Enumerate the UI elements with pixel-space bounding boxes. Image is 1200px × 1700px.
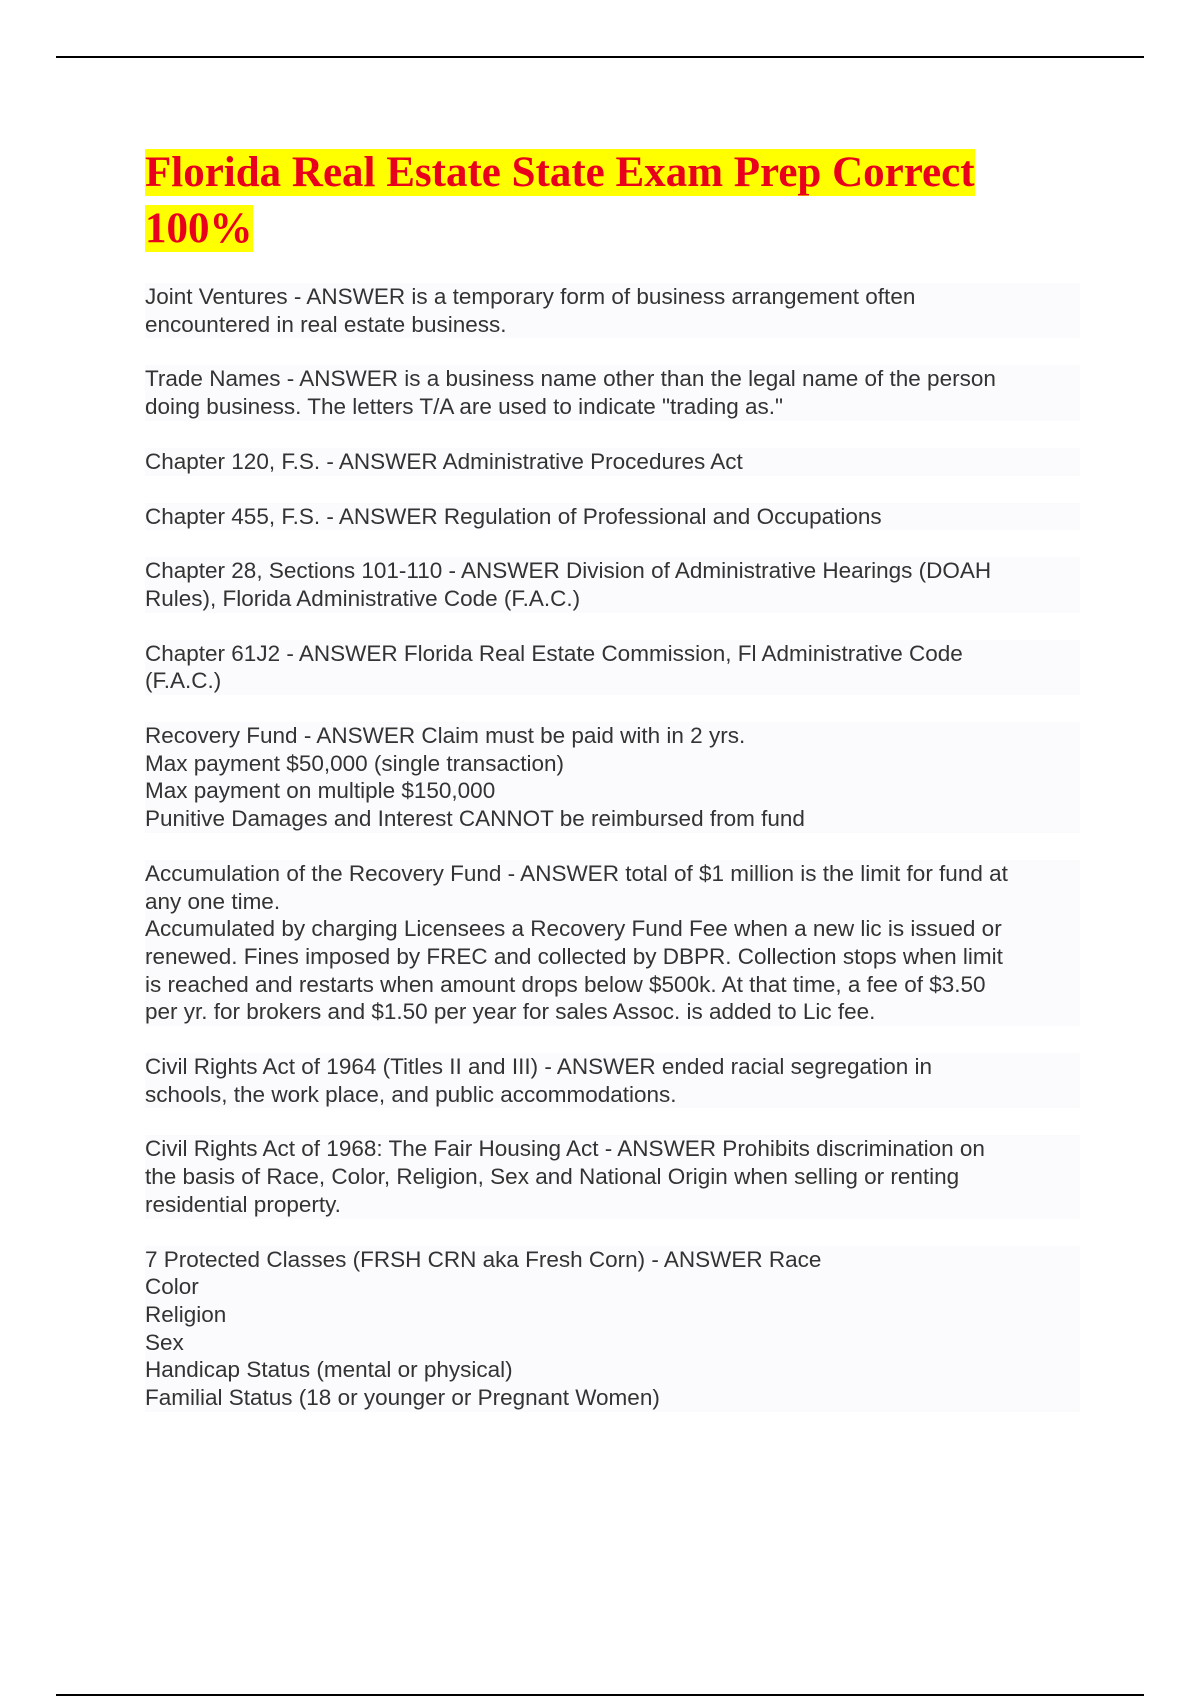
qa-entry-line: is reached and restarts when amount drops below $500k. At that time, a fee of $3.50	[145, 971, 986, 997]
qa-entry-line: Max payment on multiple $150,000	[145, 778, 496, 804]
qa-entry-text	[145, 1135, 1080, 1218]
qa-entry-line: Punitive Damages and Interest CANNOT be reimbursed from fund	[145, 806, 805, 832]
document-body	[145, 145, 1080, 1412]
qa-entry	[145, 722, 1080, 833]
qa-entry-line: the basis of Race, Color, Religion, Sex and National Origin when selling or renting	[145, 1164, 960, 1190]
qa-entry-text	[145, 503, 1080, 531]
qa-entry	[145, 1135, 1080, 1218]
qa-entry-text	[145, 1246, 1080, 1412]
qa-entry-line: Max payment $50,000 (single transaction)	[145, 750, 564, 776]
qa-entry-line: any one time.	[145, 888, 281, 914]
qa-entry-line: 7 Protected Classes (FRSH CRN aka Fresh Corn) - ANSWER Race	[145, 1246, 822, 1272]
qa-entry-text	[145, 722, 1080, 833]
qa-entry-line: Religion	[145, 1301, 227, 1327]
qa-entry-line: encountered in real estate business.	[145, 311, 507, 337]
document-title	[145, 145, 1080, 257]
qa-entry-line: Joint Ventures - ANSWER is a temporary form of business arrangement often	[145, 284, 916, 309]
footer-rule	[56, 1694, 1144, 1696]
qa-entry-line: renewed. Fines imposed by FREC and collected by DBPR. Collection stops when limit	[145, 943, 1003, 969]
qa-entry-line: per yr. for brokers and $1.50 per year for sales Assoc. is added to Lic fee.	[145, 999, 876, 1025]
qa-entry	[145, 448, 1080, 476]
title-line-2: 100%	[145, 205, 253, 252]
qa-entry	[145, 365, 1080, 420]
qa-entry	[145, 503, 1080, 531]
title-line-1: Florida Real Estate State Exam Prep Correct	[145, 149, 975, 196]
qa-entry-line: (F.A.C.)	[145, 668, 222, 694]
qa-entry	[145, 557, 1080, 612]
qa-entry-line: Trade Names - ANSWER is a business name other than the legal name of the person	[145, 366, 996, 392]
qa-entry-text	[145, 640, 1080, 695]
qa-entry-line: Accumulated by charging Licensees a Recovery Fund Fee when a new lic is issued or	[145, 916, 1002, 942]
qa-entry-line: Chapter 61J2 - ANSWER Florida Real Estate Commission, Fl Administrative Code	[145, 640, 963, 666]
qa-entry-line: Chapter 28, Sections 101-110 - ANSWER Division of Administrative Hearings (DOAH	[145, 558, 992, 584]
qa-entry-text	[145, 557, 1080, 612]
qa-entry	[145, 283, 1080, 338]
qa-entry-text	[145, 448, 1080, 476]
qa-entry-line: Accumulation of the Recovery Fund - ANSWER total of $1 million is the limit for fund at	[145, 860, 1008, 886]
qa-entry-text	[145, 365, 1080, 420]
qa-entry-line: Recovery Fund - ANSWER Claim must be paid with in 2 yrs.	[145, 723, 746, 749]
qa-entry-list	[145, 283, 1080, 1412]
qa-entry-line: Color	[145, 1274, 199, 1300]
qa-entry-text	[145, 1053, 1080, 1108]
qa-entry-line: Chapter 120, F.S. - ANSWER Administrative Procedures Act	[145, 448, 743, 474]
qa-entry-line: Civil Rights Act of 1968: The Fair Housing Act - ANSWER Prohibits discrimination on	[145, 1136, 985, 1162]
qa-entry-line: Rules), Florida Administrative Code (F.A.C.)	[145, 585, 581, 611]
header-rule	[56, 56, 1144, 58]
qa-entry-text	[145, 860, 1080, 1026]
qa-entry-line: Familial Status (18 or younger or Pregnant Women)	[145, 1385, 660, 1411]
qa-entry-line: residential property.	[145, 1191, 341, 1217]
qa-entry-line: Handicap Status (mental or physical)	[145, 1357, 513, 1383]
qa-entry-line: Sex	[145, 1329, 184, 1355]
qa-entry-line: doing business. The letters T/A are used to indicate "trading as."	[145, 394, 784, 420]
qa-entry	[145, 1053, 1080, 1108]
qa-entry-line: Chapter 455, F.S. - ANSWER Regulation of Professional and Occupations	[145, 503, 882, 529]
qa-entry-line: schools, the work place, and public accommodations.	[145, 1081, 677, 1107]
qa-entry-line: Civil Rights Act of 1964 (Titles II and III) - ANSWER ended racial segregation in	[145, 1054, 933, 1080]
qa-entry	[145, 1246, 1080, 1412]
qa-entry-text	[145, 283, 1080, 338]
qa-entry	[145, 640, 1080, 695]
qa-entry	[145, 860, 1080, 1026]
